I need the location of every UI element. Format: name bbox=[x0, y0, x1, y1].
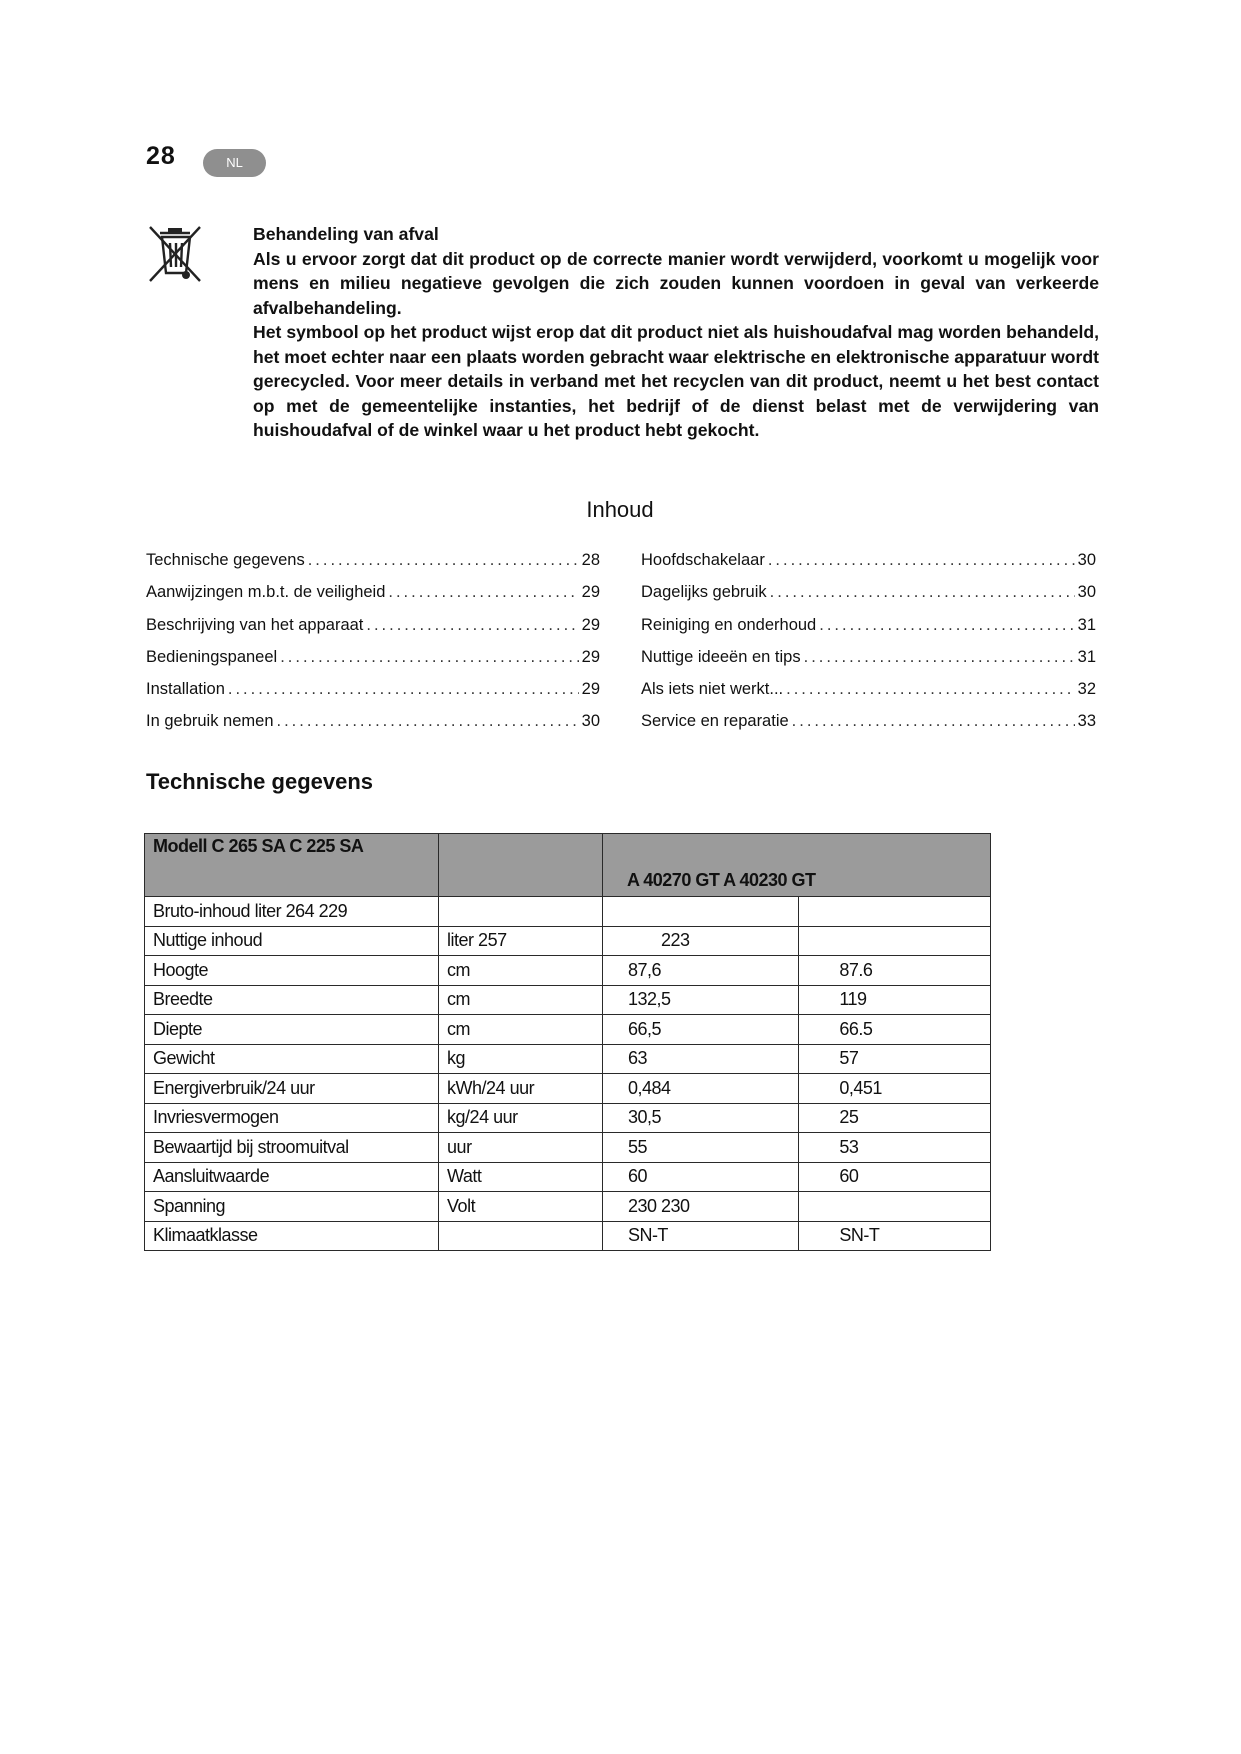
toc-leader bbox=[786, 680, 1075, 699]
spec-label: Gewicht bbox=[145, 1044, 439, 1074]
waste-title: Behandeling van afval bbox=[253, 224, 439, 244]
toc-leader bbox=[388, 583, 578, 602]
toc-entry[interactable] bbox=[641, 712, 1096, 744]
spec-unit: cm bbox=[439, 1015, 603, 1045]
toc-page: 31 bbox=[1077, 647, 1096, 666]
toc-page: 29 bbox=[581, 680, 600, 699]
specs-model-header: Modell C 265 SA C 225 SA bbox=[145, 834, 439, 897]
spec-value-a: 55 bbox=[602, 1133, 798, 1163]
toc-label: Hoofdschakelaar bbox=[641, 551, 765, 569]
toc-page: 30 bbox=[1077, 551, 1096, 569]
spec-label: Bruto-inhoud liter 264 229 bbox=[145, 897, 439, 927]
spec-value-b bbox=[799, 897, 991, 927]
table-row bbox=[145, 1221, 991, 1251]
spec-unit: kWh/24 uur bbox=[439, 1074, 603, 1104]
toc-label: In gebruik nemen bbox=[146, 712, 274, 731]
spec-label: Aansluitwaarde bbox=[145, 1162, 439, 1192]
waste-disposal-notice bbox=[253, 222, 1099, 443]
toc-leader bbox=[804, 648, 1075, 667]
toc-page: 29 bbox=[581, 647, 600, 666]
toc-leader bbox=[280, 648, 578, 667]
toc-entry[interactable] bbox=[641, 583, 1096, 615]
toc-leader bbox=[792, 712, 1075, 731]
table-row bbox=[145, 956, 991, 986]
spec-label: Diepte bbox=[145, 1015, 439, 1045]
toc-leader bbox=[308, 551, 579, 570]
toc-entry[interactable] bbox=[146, 680, 600, 712]
spec-value-b bbox=[799, 1192, 991, 1222]
toc-page: 33 bbox=[1077, 712, 1096, 731]
language-badge: NL bbox=[203, 149, 266, 177]
table-row bbox=[145, 1015, 991, 1045]
toc-label: Technische gegevens bbox=[146, 551, 305, 569]
toc-leader bbox=[768, 551, 1075, 570]
specs-table bbox=[144, 833, 991, 1251]
spec-value-b: 119 bbox=[799, 985, 991, 1015]
toc-label: Nuttige ideeën en tips bbox=[641, 647, 801, 666]
waste-paragraph-1: Als u ervoor zorgt dat dit product op de correcte manier wordt verwijderd, voorkomt u mogelijk voor mens en milieu negatieve gevolgen die zich zouden kunnen voordoen in geval van verkeerde afvalbehandeling. bbox=[253, 248, 1099, 318]
spec-value-a: 66,5 bbox=[602, 1015, 798, 1045]
specs-variants-header: A 40270 GT A 40230 GT bbox=[602, 834, 990, 897]
spec-unit: liter 257 bbox=[439, 926, 603, 956]
spec-value-a: 60 bbox=[602, 1162, 798, 1192]
waste-paragraph-2: Het symbool op het product wijst erop dat dit product niet als huishoudafval mag worden behandeld, het moet echter naar een plaats worden gebracht waar elektrische en elektronische apparatuur wordt gerecycled. Voor meer details in verband met het recyclen van dit product, neemt u het best contact op met de gemeentelijke instanties, het bedrijf of de dienst belast met de verwijdering van huishoudafval of de winkel waar u het product hebt gekocht. bbox=[253, 322, 1099, 440]
spec-value-a: SN-T bbox=[602, 1221, 798, 1251]
toc-leader bbox=[366, 616, 578, 635]
table-row bbox=[145, 897, 991, 927]
spec-value-a bbox=[602, 897, 798, 927]
toc-page: 29 bbox=[581, 583, 600, 602]
toc-entry[interactable] bbox=[641, 616, 1096, 648]
spec-value-b: 57 bbox=[799, 1044, 991, 1074]
contents-title: Inhoud bbox=[586, 497, 654, 522]
toc-leader bbox=[770, 583, 1075, 602]
table-row bbox=[145, 985, 991, 1015]
toc-entry[interactable] bbox=[146, 583, 600, 615]
spec-value-b: 25 bbox=[799, 1103, 991, 1133]
spec-label: Klimaatklasse bbox=[145, 1221, 439, 1251]
spec-label: Breedte bbox=[145, 985, 439, 1015]
toc-page: 28 bbox=[581, 551, 600, 569]
spec-value-a: 63 bbox=[602, 1044, 798, 1074]
page-number: 28 bbox=[146, 142, 176, 170]
table-row bbox=[145, 1103, 991, 1133]
crossed-out-wheelie-bin-icon bbox=[146, 223, 204, 285]
toc-entry[interactable] bbox=[641, 680, 1096, 712]
spec-value-b: 66.5 bbox=[799, 1015, 991, 1045]
toc-leader bbox=[228, 680, 579, 699]
spec-value-a: 0,484 bbox=[602, 1074, 798, 1104]
table-row bbox=[145, 1162, 991, 1192]
spec-unit: Watt bbox=[439, 1162, 603, 1192]
spec-value-b: 60 bbox=[799, 1162, 991, 1192]
spec-unit: cm bbox=[439, 985, 603, 1015]
spec-unit bbox=[439, 1221, 603, 1251]
table-row bbox=[145, 1133, 991, 1163]
spec-value-b: SN-T bbox=[799, 1221, 991, 1251]
toc-label: Aanwijzingen m.b.t. de veiligheid bbox=[146, 583, 386, 602]
toc-page: 32 bbox=[1077, 680, 1096, 699]
toc-label: Dagelijks gebruik bbox=[641, 583, 767, 602]
toc-label: Bedieningspaneel bbox=[146, 647, 278, 666]
table-row bbox=[145, 926, 991, 956]
toc-label: Reiniging en onderhoud bbox=[641, 615, 817, 634]
spec-value-b bbox=[799, 926, 991, 956]
spec-value-a: 132,5 bbox=[602, 985, 798, 1015]
table-row bbox=[145, 1044, 991, 1074]
spec-value-a: 30,5 bbox=[602, 1103, 798, 1133]
spec-value-a: 87,6 bbox=[602, 956, 798, 986]
spec-value-b: 87.6 bbox=[799, 956, 991, 986]
specs-header-row bbox=[145, 834, 991, 897]
specs-header-empty bbox=[439, 834, 603, 897]
spec-unit: kg bbox=[439, 1044, 603, 1074]
contents-right-column bbox=[641, 551, 1096, 745]
spec-value-a: 223 bbox=[602, 926, 798, 956]
toc-label: Installation bbox=[146, 680, 225, 699]
contents-left-column bbox=[146, 551, 600, 745]
specs-section-title: Technische gegevens bbox=[146, 769, 374, 794]
spec-label: Spanning bbox=[145, 1192, 439, 1222]
spec-label: Energiverbruik/24 uur bbox=[145, 1074, 439, 1104]
spec-label: Bewaartijd bij stroomuitval bbox=[145, 1133, 439, 1163]
spec-unit: kg/24 uur bbox=[439, 1103, 603, 1133]
toc-entry[interactable] bbox=[146, 648, 600, 680]
toc-entry[interactable] bbox=[146, 616, 600, 648]
toc-page: 30 bbox=[581, 712, 600, 731]
toc-label: Beschrijving van het apparaat bbox=[146, 615, 364, 634]
spec-unit: Volt bbox=[439, 1192, 603, 1222]
toc-entry[interactable] bbox=[146, 712, 600, 744]
toc-label: Als iets niet werkt... bbox=[641, 680, 784, 699]
toc-page: 31 bbox=[1077, 615, 1096, 634]
spec-unit: uur bbox=[439, 1133, 603, 1163]
toc-entry[interactable] bbox=[146, 551, 600, 583]
spec-value-b: 0,451 bbox=[799, 1074, 991, 1104]
spec-label: Hoogte bbox=[145, 956, 439, 986]
toc-label: Service en reparatie bbox=[641, 712, 789, 731]
toc-entry[interactable] bbox=[641, 551, 1096, 583]
spec-value-a: 230 230 bbox=[602, 1192, 798, 1222]
spec-unit: cm bbox=[439, 956, 603, 986]
spec-label: Nuttige inhoud bbox=[145, 926, 439, 956]
spec-value-b: 53 bbox=[799, 1133, 991, 1163]
table-row bbox=[145, 1192, 991, 1222]
toc-page: 30 bbox=[1077, 583, 1096, 602]
spec-label: Invriesvermogen bbox=[145, 1103, 439, 1133]
toc-leader bbox=[277, 712, 579, 731]
table-row bbox=[145, 1074, 991, 1104]
toc-page: 29 bbox=[581, 615, 600, 634]
toc-entry[interactable] bbox=[641, 648, 1096, 680]
spec-unit bbox=[439, 897, 603, 927]
toc-leader bbox=[819, 616, 1074, 635]
